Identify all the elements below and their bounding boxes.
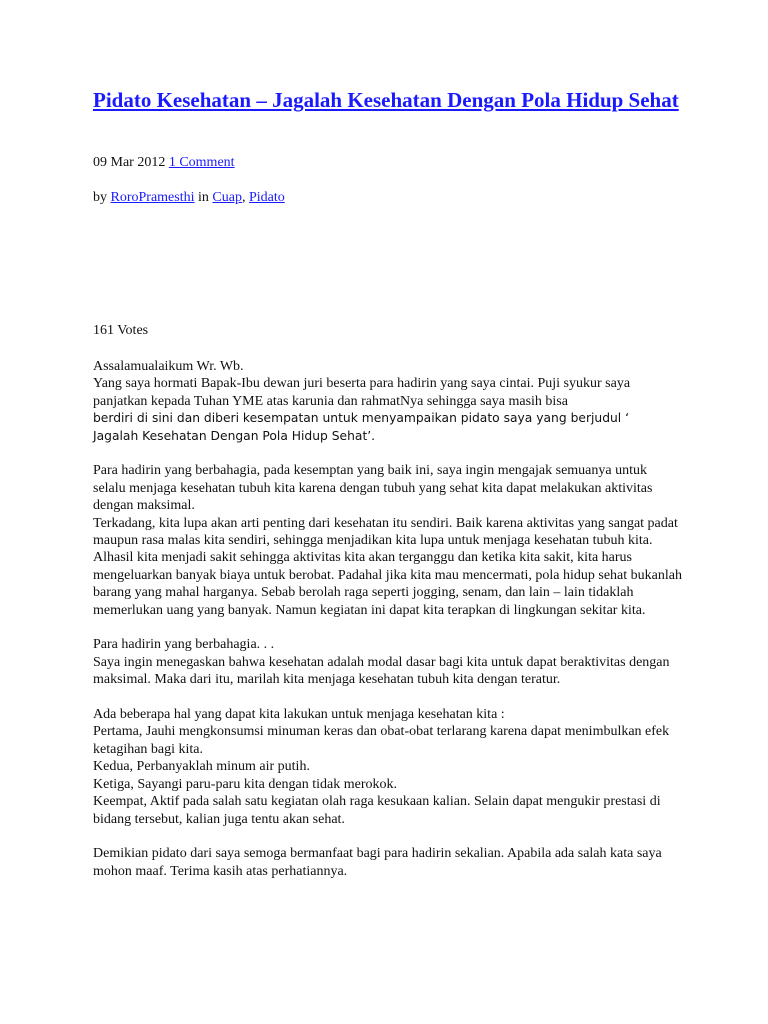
paragraph-4: Ada beberapa hal yang dapat kita lakukan untuk menjaga kesehatan kita : Pertama, Jauhi mengkonsumsi minuman keras dan obat-obat terlarang karena dapat menimbulkan efek ketagihan bagi kita. Kedua, Perbanyaklah minum air putih. Ketiga, Sayangi paru-paru kita dengan tidak merokok. Keempat, Aktif pada salah satu kegiatan olah raga kesukaan kalian. Selain dapat mengukir prestasi di bidang tersebut, kalian juga tentu akan sehat.: [93, 707, 670, 827]
paragraph-3: Para hadirin yang berbahagia. . . Saya ingin menegaskan bahwa kesehatan adalah modal dasar bagi kita untuk dapat beraktivitas dengan maksimal. Maka dari itu, marilah kita menjaga kesehatan tubuh kita dengan teratur.: [93, 637, 670, 688]
comments-link[interactable]: 1 Comment: [168, 155, 235, 170]
category-link-cuap[interactable]: Cuap: [212, 190, 242, 205]
paragraph-2: Para hadirin yang berbahagia, pada kesemptan yang baik ini, saya ingin mengajak semuanya untuk selalu menjaga kesehatan tubuh kita karena dengan tubuh yang sehat kita dapat melakukan aktivitas dengan maksimal. Terkadang, kita lupa akan arti penting dari kesehatan itu sendiri. Baik karena aktivitas yang sangat padat maupun rasa malas kita sendiri, sehingga menjadikan kita lupa untuk menjaga kesehatan tubuh kita. Alhasil kita menjadi sakit sehingga aktivitas kita akan terganggu dan ketika kita sakit, kita harus mengeluarkan banyak biaya untuk berobat. Padahal jika kita mau mencermati, pola hidup sehat bukanlah barang yang mahal harganya. Sebab berolah raga seperti jogging, senam, dan lain – lain tidaklah memerlukan uang yang banyak. Namun kegiatan ini dapat kita terapkan di lingkungan sekitar kita.: [93, 463, 682, 618]
article-title-link[interactable]: Pidato Kesehatan – Jagalah Kesehatan Dengan Pola Hidup Sehat: [93, 88, 679, 112]
paragraph-greeting: [93, 358, 683, 445]
greeting-text: Yang saya hormati Bapak-Ibu dewan juri beserta para hadirin yang saya cintai. Puji syukur saya panjatkan kepada Tuhan YME atas karunia dan rahmatNya sehingga saya masih bisa: [93, 376, 631, 409]
greeting-text-continued: berdiri di sini dan diberi kesempatan untuk menyampaikan pidato saya yang berjudul ‘: [93, 411, 630, 426]
by-prefix: by: [93, 190, 107, 205]
byline: [93, 189, 285, 207]
in-word: in: [198, 190, 209, 205]
speech-title-line: Jagalah Kesehatan Dengan Pola Hidup Sehat’.: [93, 428, 376, 443]
article-body: [93, 358, 683, 898]
category-separator: ,: [241, 190, 246, 205]
category-link-pidato[interactable]: Pidato: [248, 190, 285, 205]
votes-count: 161 Votes: [93, 323, 149, 338]
post-date: 09 Mar 2012: [93, 155, 166, 170]
greeting-line: Assalamualaikum Wr. Wb.: [93, 359, 244, 374]
paragraph-closing: Demikian pidato dari saya semoga bermanfaat bagi para hadirin sekalian. Apabila ada salah kata saya mohon maaf. Terima kasih atas perhatiannya.: [93, 846, 662, 879]
author-link[interactable]: RoroPramesthi: [110, 190, 195, 205]
date-line: [93, 154, 235, 172]
